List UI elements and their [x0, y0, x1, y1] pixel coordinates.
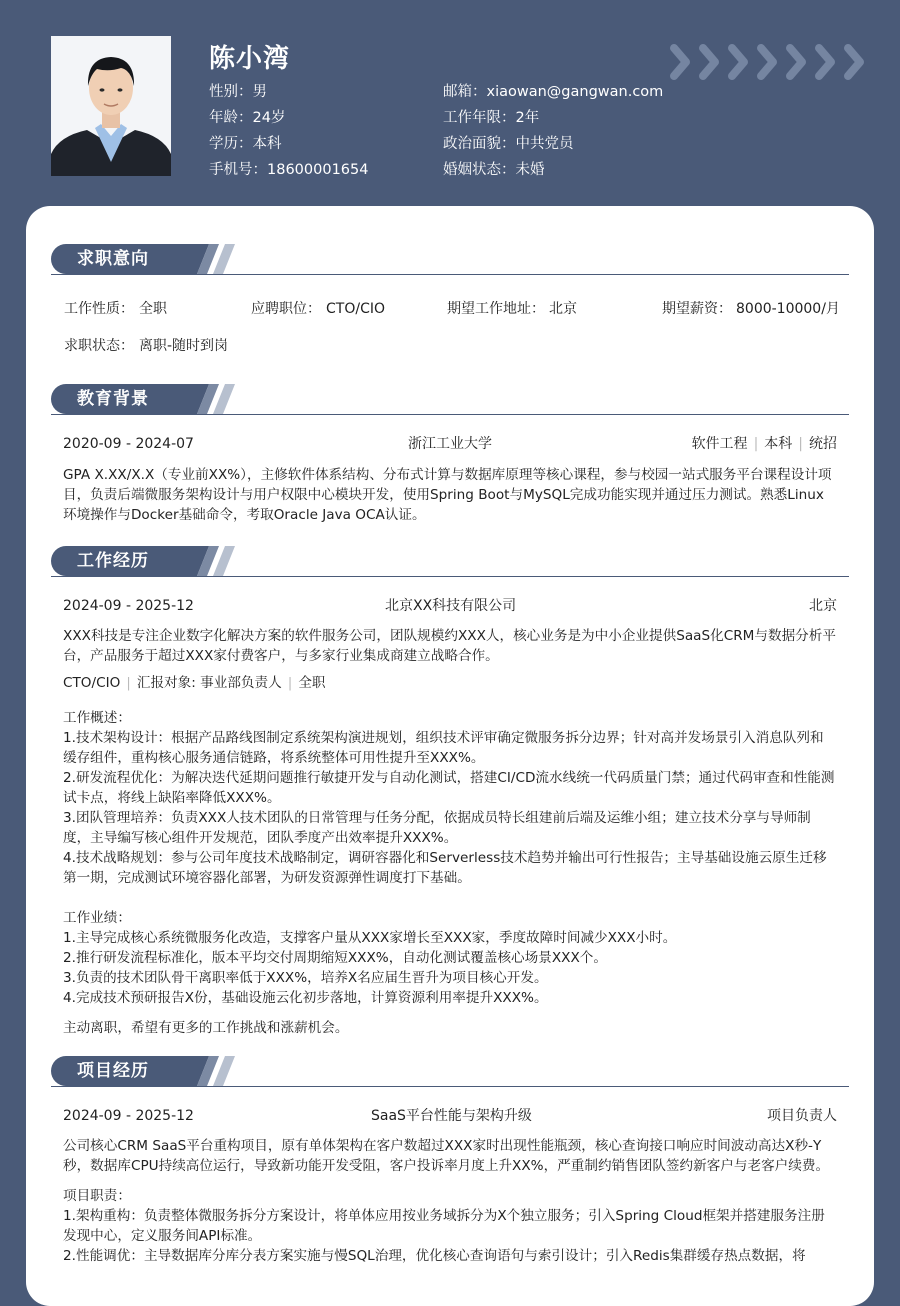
enrollment-type: 统招 [809, 436, 837, 452]
basic-info-left [209, 80, 368, 184]
education-description: GPA X.XX/X.X（专业前XX%），主修软件体系结构、分布式计算与数据库原理等核心课程，参与校园一站式服务平台课程设计项目，负责后端微服务架构设计与用户权限中心模块开发，使用Spring Boot与MySQL完成功能实现并通过压力测试。熟悉Linux环境操作与Docker基础命令，考取Oracle Java OCA认证。 [63, 467, 832, 523]
work-overview [51, 708, 849, 888]
email-info: 邮箱：xiaowan@gangwan.com [443, 84, 664, 100]
result-item: 1.主导完成核心系统微服务化改造，支撑客户量从XXX家增长至XXX家，季度故障时间减少XXX小时。 [63, 930, 677, 946]
company-intro: XXX科技是专注企业数字化解决方案的软件服务公司，团队规模约XXX人，核心业务是为中小企业提供SaaS化CRM与数据分析平台，产品服务于超过XXX家付费客户，与多家行业集成商建立战略合作。 [63, 628, 836, 664]
education-section [51, 384, 849, 525]
overview-item: 4.技术战略规划：参与公司年度技术战略制定，调研容器化和Serverless技术趋势并输出可行性报告；主导基础设施云原生迁移第一期，完成测试环境容器化部署，为研发资源弹性调度打下基础。 [63, 850, 827, 886]
education-row [51, 434, 849, 454]
basic-info-right [443, 80, 663, 184]
job-type-label: 工作性质： [64, 301, 134, 317]
education-level-info: 学历：本科 [209, 136, 282, 152]
chevron-decoration-icon [668, 44, 868, 80]
major: 软件工程 [691, 436, 748, 452]
political-status-info: 政治面貌：中共党员 [443, 136, 574, 152]
resume-body [26, 206, 874, 1306]
work-section [51, 546, 849, 1038]
salary-label: 期望薪资： [662, 301, 732, 317]
job-type-value: 全职 [139, 301, 167, 317]
results-title: 工作业绩： [63, 910, 131, 926]
school-name: 浙江工业大学 [408, 436, 492, 452]
phone-info: 手机号：18600001654 [209, 162, 369, 178]
result-item: 3.负责的技术团队骨干离职率低于XXX%，培养X名应届生晋升为项目核心开发。 [63, 970, 548, 986]
profile-photo [51, 36, 171, 176]
work-type: 全职 [298, 675, 326, 691]
position-label: 应聘职位： [251, 301, 321, 317]
education-meta: 软件工程 | 本科 | 统招 [691, 436, 837, 452]
work-city: 北京 [809, 598, 837, 614]
duty-item: 2.性能调优：主导数据库分库分表方案实施与慢SQL治理，优化核心查询语句与索引设计；引入Redis集群缓存热点数据，将 [63, 1248, 806, 1264]
job-status-value: 离职-随时到岗 [139, 338, 229, 354]
work-results [51, 908, 849, 1008]
marital-status-info: 婚姻状态：未婚 [443, 162, 545, 178]
project-intro: 公司核心CRM SaaS平台重构项目，原有单体架构在客户数超过XXX家时出现性能瓶颈，核心查询接口响应时间波动高达X秒-Y秒，数据库CPU持续高位运行，导致新功能开发受阻，客户投诉率月度上升XX%，严重制约销售团队签约新客户与老客户续费。 [63, 1138, 830, 1174]
section-header [51, 546, 849, 578]
project-duties [51, 1186, 849, 1266]
job-status-label: 求职状态： [64, 338, 134, 354]
overview-item: 3.团队管理培养：负责XXX人技术团队的日常管理与任务分配，依据成员特长组建前后端及运维小组；建立技术分享与导师制度，主导编写核心组件开发规范，团队季度产出效率提升XXX%。 [63, 810, 811, 846]
work-role-line: CTO/CIO | 汇报对象: 事业部负责人 | 全职 [63, 675, 326, 691]
position-value: CTO/CIO [326, 301, 385, 317]
age-info: 年龄：24岁 [209, 110, 286, 126]
work-role: CTO/CIO [63, 675, 121, 691]
section-header [51, 1056, 849, 1088]
section-header [51, 384, 849, 416]
location-value: 北京 [549, 301, 577, 317]
result-item: 4.完成技术预研报告X份，基础设施云化初步落地，计算资源利用率提升XXX%。 [63, 990, 548, 1006]
leave-reason: 主动离职，希望有更多的工作挑战和涨薪机会。 [63, 1020, 349, 1036]
duty-title: 项目职责： [63, 1188, 131, 1204]
project-section [51, 1056, 849, 1266]
project-row [51, 1106, 849, 1126]
work-row [51, 596, 849, 616]
degree: 本科 [764, 436, 793, 452]
education-date: 2020-09 - 2024-07 [63, 436, 194, 452]
project-role: 项目负责人 [767, 1108, 837, 1124]
work-years-info: 工作年限：2年 [443, 110, 540, 126]
gender-info: 性别：男 [209, 84, 267, 100]
work-date: 2024-09 - 2025-12 [63, 598, 194, 614]
section-header [51, 244, 849, 276]
candidate-name: 陈小湾 [209, 44, 291, 74]
job-intent-section [51, 244, 849, 356]
project-name: SaaS平台性能与架构升级 [371, 1108, 532, 1124]
section-title: 求职意向 [77, 249, 149, 269]
company-name: 北京XX科技有限公司 [385, 598, 517, 614]
overview-item: 2.研发流程优化：为解决迭代延期问题推行敏捷开发与自动化测试，搭建CI/CD流水线统一代码质量门禁；通过代码审查和性能测试卡点，将线上缺陷率降低XXX%。 [63, 770, 835, 806]
salary-value: 8000-10000/月 [736, 301, 840, 317]
intent-row [51, 299, 849, 319]
resume-header [0, 0, 900, 215]
result-item: 2.推行研发流程标准化，版本平均交付周期缩短XXX%，自动化测试覆盖核心场景XXX个。 [63, 950, 607, 966]
section-title: 教育背景 [77, 389, 149, 409]
intent-row-2 [51, 336, 849, 356]
location-label: 期望工作地址： [447, 301, 545, 317]
project-date: 2024-09 - 2025-12 [63, 1108, 194, 1124]
section-title: 工作经历 [77, 551, 149, 571]
overview-title: 工作概述： [63, 710, 131, 726]
overview-item: 1.技术架构设计：根据产品路线图制定系统架构演进规划，组织技术评审确定微服务拆分边界；针对高并发场景引入消息队列和缓存组件，重构核心服务通信链路，将系统整体可用性提升至XXX%。 [63, 730, 824, 766]
section-title: 项目经历 [77, 1061, 149, 1081]
report-to: 汇报对象: 事业部负责人 [136, 675, 282, 691]
duty-item: 1.架构重构：负责整体微服务拆分方案设计，将单体应用按业务域拆分为X个独立服务；引入Spring Cloud框架并搭建服务注册发现中心，定义服务间API标准。 [63, 1208, 825, 1244]
